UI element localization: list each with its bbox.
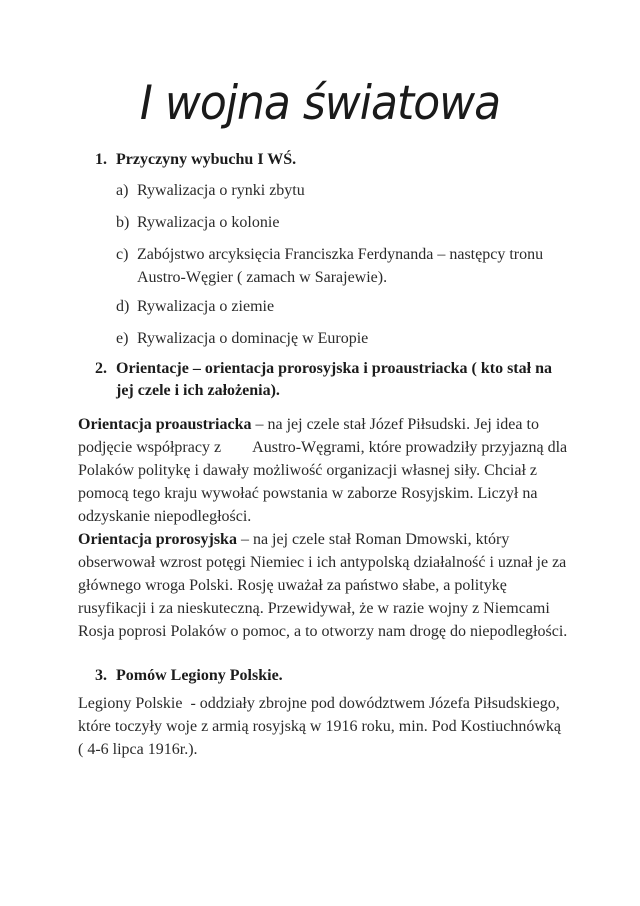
list-item-text: Rywalizacja o ziemie bbox=[137, 298, 275, 315]
page-title: I wojna światowa bbox=[139, 75, 501, 132]
section-3-number: 3. bbox=[95, 667, 107, 684]
list-item-letter: b) bbox=[116, 214, 130, 231]
list-item-text: Zabójstwo arcyksięcia Franciszka Ferdynanda – następcy tronu Austro-Węgier ( zamach w Sarajewie). bbox=[137, 246, 544, 286]
paragraph-legiony bbox=[78, 692, 568, 761]
list-item-text: Rywalizacja o kolonie bbox=[137, 214, 280, 231]
list-item-letter: c) bbox=[116, 246, 129, 263]
list-item-letter: a) bbox=[116, 182, 129, 199]
section-1-number: 1. bbox=[95, 151, 107, 168]
paragraph-prorosyjska bbox=[78, 528, 568, 643]
list-item-letter: e) bbox=[116, 330, 129, 347]
list-item bbox=[116, 243, 556, 289]
term-proaustriacka: Orientacja proaustriacka bbox=[78, 416, 252, 433]
paragraph-proaustriacka bbox=[78, 413, 572, 528]
section-2-number: 2. bbox=[95, 360, 107, 377]
section-3-heading bbox=[95, 665, 565, 687]
list-item bbox=[116, 179, 556, 202]
list-item bbox=[116, 295, 556, 318]
section-3-title: Pomów Legiony Polskie. bbox=[116, 667, 283, 684]
list-item-letter: d) bbox=[116, 298, 130, 315]
paragraph-text: Legiony Polskie - oddziały zbrojne pod dowództwem Józefa Piłsudskiego, które toczyły woje z armią rosyjską w 1916 roku, min. Pod Kostiuchnówką ( 4-6 lipca 1916r.). bbox=[78, 695, 566, 758]
term-prorosyjska: Orientacja prorosyjska bbox=[78, 531, 237, 548]
paragraph-text: – na jej czele stał Józef Piłsudski. Jej idea to podjęcie współpracy z Austro-Węgrami, które prowadziły przyjazną dla Polaków politykę i dawały możliwość organizacji własnej siły. Chciał z pomocą tego kraju wywołać powstania w zaborze Rosyjskim. Liczył na odzyskanie niepodległości. bbox=[78, 416, 572, 525]
list-item bbox=[116, 327, 556, 350]
section-1-title: Przyczyny wybuchu I WŚ. bbox=[116, 151, 297, 168]
list-item-text: Rywalizacja o dominację w Europie bbox=[137, 330, 369, 347]
section-1-heading bbox=[95, 149, 565, 171]
list-item-text: Rywalizacja o rynki zbytu bbox=[137, 182, 305, 199]
section-2-heading bbox=[95, 358, 565, 402]
list-item bbox=[116, 211, 556, 234]
section-2-title: Orientacje – orientacja prorosyjska i proaustriacka ( kto stał na jej czele i ich założenia). bbox=[116, 360, 552, 399]
paragraph-text: – na jej czele stał Roman Dmowski, który obserwował wzrost potęgi Niemiec i ich antypolską działalność i uznał je za głównego wroga Polski. Rosję uważał za państwo słabe, a politykę rusyfikacji i za nieskuteczną. Przewidywał, że w razie wojny z Niemcami Rosja poprosi Polaków o pomoc, a to otworzy nam drogę do niepodległości. bbox=[78, 531, 568, 640]
